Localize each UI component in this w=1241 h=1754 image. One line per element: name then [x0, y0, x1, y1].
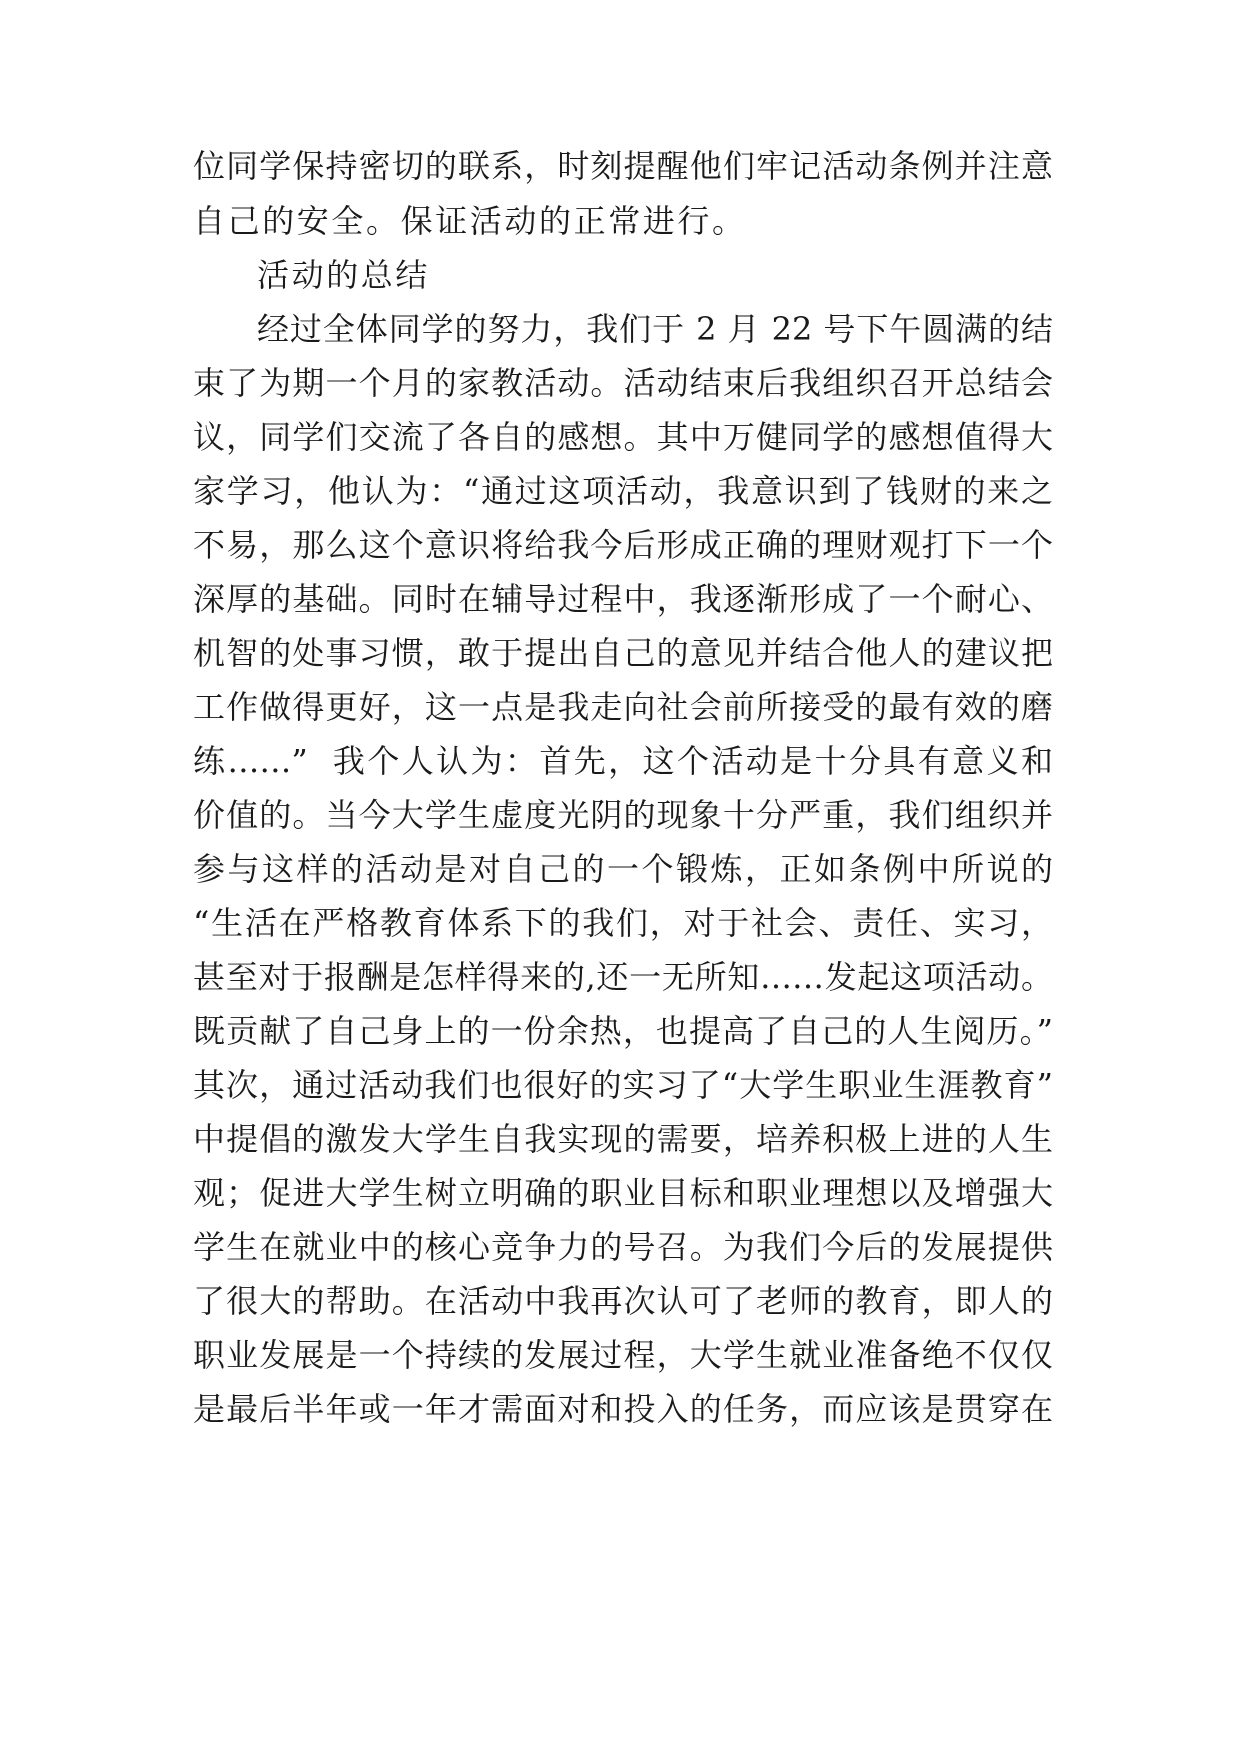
text-line: 价值的。当今大学生虚度光阴的现象十分严重，我们组织并: [193, 796, 1053, 834]
text-line: 经过全体同学的努力，我们于 2 月 22 号下午圆满的结: [257, 310, 1053, 348]
text-line: “生活在严格教育体系下的我们，对于社会、责任、实习，: [193, 904, 1053, 942]
text-line: 练……” 我个人认为：首先，这个活动是十分具有意义和: [193, 742, 1053, 780]
text-line: 不易，那么这个意识将给我今后形成正确的理财观打下一个: [193, 526, 1053, 564]
text-line: 既贡献了自己身上的一份余热，也提高了自己的人生阅历。”: [193, 1012, 1053, 1050]
text-line: 机智的处事习惯，敢于提出自己的意见并结合他人的建议把: [193, 634, 1053, 672]
text-line: 家学习，他认为：“通过这项活动，我意识到了钱财的来之: [193, 472, 1053, 510]
text-line: 自己的安全。保证活动的正常进行。: [193, 202, 747, 240]
text-line: 是最后半年或一年才需面对和投入的任务，而应该是贯穿在: [193, 1390, 1053, 1428]
text-line: 职业发展是一个持续的发展过程，大学生就业准备绝不仅仅: [193, 1336, 1053, 1374]
text-line: 其次，通过活动我们也很好的实习了“大学生职业生涯教育”: [193, 1066, 1053, 1104]
text-line: 工作做得更好，这一点是我走向社会前所接受的最有效的磨: [193, 688, 1053, 726]
text-line: 束了为期一个月的家教活动。活动结束后我组织召开总结会: [193, 364, 1053, 402]
text-line: 学生在就业中的核心竞争力的号召。为我们今后的发展提供: [193, 1228, 1053, 1266]
text-line: 议，同学们交流了各自的感想。其中万健同学的感想值得大: [193, 418, 1053, 456]
text-line: 位同学保持密切的联系，时刻提醒他们牢记活动条例并注意: [193, 147, 1053, 185]
text-line: 参与这样的活动是对自己的一个锻炼，正如条例中所说的: [193, 850, 1053, 888]
section-heading: 活动的总结: [257, 256, 431, 294]
text-line: 了很大的帮助。在活动中我再次认可了老师的教育，即人的: [193, 1282, 1053, 1320]
text-line: 中提倡的激发大学生自我实现的需要，培养积极上进的人生: [193, 1120, 1053, 1158]
text-line: 甚至对于报酬是怎样得来的,还一无所知……发起这项活动。: [193, 958, 1053, 996]
text-line: 深厚的基础。同时在辅导过程中，我逐渐形成了一个耐心、: [193, 580, 1053, 618]
text-line: 观；促进大学生树立明确的职业目标和职业理想以及增强大: [193, 1174, 1053, 1212]
